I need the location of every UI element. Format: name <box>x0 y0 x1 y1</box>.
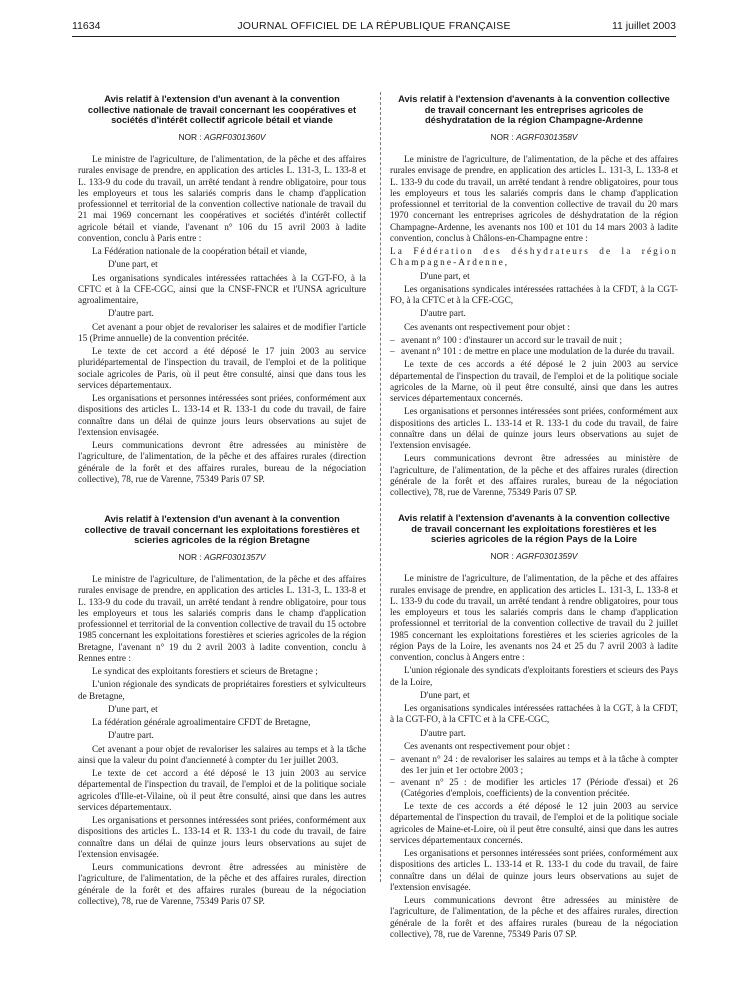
paragraph: L'union régionale des syndicats de propriétaires forestiers et sylviculteurs de Bretagne, <box>78 680 366 702</box>
paragraph: La Fédération nationale de la coopération bétail et viande, <box>92 247 307 258</box>
list-item: – avenant n° 25 : de modifier les articles 17 (Période d'essai) et 26 (Catégories d'emplois, coefficients) de la convention précitée. <box>390 778 678 801</box>
paragraph: Cet avenant a pour objet de revaloriser les salaires au temps et à la tâche ainsi que la valeur du point d'ancienneté à compter du 1er juillet 2003. <box>78 744 366 766</box>
page-number: 11634 <box>72 20 101 32</box>
notice-title: Avis relatif à l'extension d'un avenant à la convention collective nationale de travail concernant les coopératives et sociétés d'intérêt collectif agricole bétail et viande <box>87 94 357 126</box>
paragraph: D'autre part. <box>420 728 466 739</box>
notice-betail-viande <box>78 94 366 486</box>
list-item: – avenant n° 24 : de revaloriser les salaires au temps et à la tâche à compter des 1er juin et 1er octobre 2003 ; <box>390 755 678 778</box>
nor-code: AGRF0301360V <box>204 131 266 142</box>
paragraph: D'une part, et <box>108 704 158 715</box>
paragraph: D'autre part. <box>420 309 466 320</box>
paragraph: Le ministre de l'agriculture, de l'alimentation, de la pêche et des affaires rurales envisage de prendre, en application des articles L. 131-3, L. 133-8 et L. 133-9 du code du travail, un arrêté tendant à rendre obligatoires, pour tous les employeurs et tous les salariés compris dans le champ d'application professionnel et territorial de la convention collective de travail du 2 juillet 1985 concernant les exploitations forestières et les scieries agricoles de la région Pays de la Loire, les avenants nos 24 et 25 du 7 avril 2003 à ladite convention, conclus à Angers entre : <box>390 574 678 664</box>
notice-forestieres-pays-de-la-loire <box>390 513 678 941</box>
section-gap <box>78 488 366 514</box>
paragraph: Le ministre de l'agriculture, de l'alimentation, de la pêche et des affaires rurales envisage de prendre, en application des articles L. 131-3, L. 133-8 et L. 133-9 du code du travail, un arrêté tendant à rendre obligatoires, pour tous les employeurs et tous les salariés compris dans le champ d'application professionnel et territorial de la convention collective de travail du 20 mars 1970 concernant les entreprises agricoles de déshydratation de la région Champagne-Ardenne, les avenants nos 100 et 101 du 14 mars 2003 à ladite convention, conclus à Châlons-en-Champagne entre : <box>390 155 678 244</box>
page-header <box>72 20 676 36</box>
issue-date: 11 juillet 2003 <box>611 20 676 32</box>
paragraph: Leurs communications devront être adressées au ministère de l'agriculture, de l'alimentation, de la pêche et des affaires rurales (direction générale de la forêt et des affaires rurales, bureau de la négociation collective), 78, rue de Varenne, 75349 Paris 07 SP. <box>78 441 366 485</box>
nor-code: AGRF0301357V <box>204 551 266 562</box>
paragraph: Les organisations syndicales intéressées rattachées à la CFDT, à la CGT-FO, à la CFTC et à la CFE-CGC, <box>390 284 678 307</box>
paragraph: Les organisations et personnes intéressées sont priées, conformément aux dispositions des articles L. 133-14 et R. 133-1 du code du travail, de faire connaître dans un délai de quinze jours leurs observations au sujet de l'extension envisagée. <box>78 816 366 860</box>
notice-title: Avis relatif à l'extension d'avenants à la convention collective de travail concernant les entreprises agricoles de déshydratation de la région Champagne-Ardenne <box>398 94 670 126</box>
notice-title: Avis relatif à l'extension d'avenants à la convention collective de travail concernant les exploitations forestières et les scieries agricoles de la région Pays de la Loire <box>398 513 670 545</box>
paragraph: L'union régionale des syndicats d'exploitants forestiers et scieurs des Pays de la Loire, <box>390 666 678 688</box>
paragraph: Les organisations syndicales intéressées rattachées à la CGT-FO, à la CFTC et à la CFE-CGC, ainsi que la CNSF-FNCR et l'UNSA agriculture agroalimentaire, <box>78 273 366 307</box>
paragraph: D'une part, et <box>420 271 470 282</box>
header-rule <box>72 36 676 37</box>
section-gap <box>390 501 678 513</box>
list-item: – avenant n° 101 : de mettre en place une modulation de la durée du travail. <box>390 347 678 358</box>
paragraph: D'une part, et <box>108 260 158 271</box>
paragraph: D'autre part. <box>108 731 154 742</box>
paragraph: Ces avenants ont respectivement pour objet : <box>404 741 570 752</box>
notice-title: Avis relatif à l'extension d'un avenant à la convention collective de travail concernant les exploitations forestières et scieries agricoles de la région Bretagne <box>84 514 360 546</box>
paragraph: Les organisations et personnes intéressées sont priées, conformément aux dispositions des articles L. 133-14 et R. 133-1 du code du travail, de faire connaître dans un délai de quinze jours leurs observations au sujet de l'extension envisagée. <box>390 849 678 893</box>
notice-forestieres-bretagne <box>78 514 366 908</box>
paragraph: Leurs communications devront être adressées au ministère de l'agriculture, de l'alimentation, de la pêche et des affaires rurales, direction générale de la forêt et des affaires rurales (bureau de la négociation collective), 78, rue de Varenne, 75349 Paris 07 SP. <box>390 896 678 940</box>
paragraph: D'autre part. <box>108 309 154 320</box>
paragraph: Le texte de cet accord a été déposé le 17 juin 2003 au service pluridépartemental de l'inspection du travail, de l'emploi et de la politique sociale agricoles de Paris, où il peut être consulté, ainsi que dans tous les services départementaux. <box>78 347 366 391</box>
paragraph: La fédération générale agroalimentaire CFDT de Bretagne, <box>92 718 311 729</box>
journal-title: JOURNAL OFFICIEL DE LA RÉPUBLIQUE FRANÇAISE <box>237 20 511 32</box>
paragraph: Les organisations et personnes intéressées sont priées, conformément aux dispositions des articles L. 133-14 et R. 133-1 du code du travail, de faire connaître dans un délai de quinze jours leurs observations au sujet de l'extension envisagée. <box>78 394 366 438</box>
nor-label: NOR : <box>490 131 514 142</box>
amendment-list <box>390 336 678 359</box>
paragraph: Les organisations et personnes intéressées sont priées, conformément aux dispositions des articles L. 133-14 et R. 133-1 du code du travail, de faire connaître dans un délai de quinze jours leurs observations au sujet de l'extension envisagée. <box>390 407 678 452</box>
nor-reference <box>390 132 678 143</box>
paragraph: Le texte de ces accords a été déposé le 2 juin 2003 au service départemental de l'inspection du travail, de l'emploi et de la politique sociale agricoles de la Marne, où il peut être consulté, ainsi que dans les autres services départementaux concernés. <box>390 360 678 405</box>
left-column <box>78 94 366 910</box>
right-column <box>390 94 678 943</box>
column-divider <box>380 92 381 882</box>
paragraph: Le texte de cet accord a été déposé le 13 juin 2003 au service départemental de l'inspection du travail, de l'emploi et de la politique sociale agricoles d'Ille-et-Vilaine, où il peut être consulté, ainsi que dans les autres services départementaux. <box>78 769 366 813</box>
nor-code: AGRF0301358V <box>516 131 578 142</box>
paragraph: Cet avenant a pour objet de revaloriser les salaires et de modifier l'article 15 (Prime annuelle) de la convention précitée. <box>78 322 366 344</box>
nor-reference <box>390 551 678 562</box>
nor-label: NOR : <box>178 131 202 142</box>
notice-deshydratation-champagne <box>390 94 678 499</box>
paragraph: Le ministre de l'agriculture, de l'alimentation, de la pêche et des affaires rurales envisage de prendre, en application des articles L. 131-3, L. 133-8 et L. 133-9 du code du travail, un arrêté tendant à rendre obligatoire, pour tous les employeurs et tous les salariés compris dans le champ d'application professionnel et territorial de la convention collective nationale de travail du 21 mai 1969 concernant les coopératives et sociétés d'intérêt collectif agricole bétail et viande, l'avenant n° 106 du 15 avril 2003 à ladite convention, conclu à Paris entre : <box>78 155 366 244</box>
list-item: – avenant n° 100 : d'instaurer un accord sur le travail de nuit ; <box>390 336 678 347</box>
paragraph: Le syndicat des exploitants forestiers et scieurs de Bretagne ; <box>92 667 318 678</box>
amendment-list <box>390 755 678 800</box>
paragraph: Leurs communications devront être adressées au ministère de l'agriculture, de l'alimentation, de la pêche et des affaires rurales, direction générale de la forêt et des affaires rurales (bureau de la négociation collective), 78, rue de Varenne, 75349 Paris 07 SP. <box>78 863 366 907</box>
nor-reference <box>78 552 366 563</box>
nor-label: NOR : <box>178 551 202 562</box>
nor-code: AGRF0301359V <box>516 551 578 562</box>
paragraph: Leurs communications devront être adressées au ministère de l'agriculture, de l'alimentation, de la pêche et des affaires rurales (direction générale de la forêt et des affaires rurales, bureau de la négociation collective), 78, rue de Varenne, 75349 Paris 07 SP. <box>390 454 678 499</box>
paragraph: Les organisations syndicales intéressées rattachées à la CGT, à la CFDT, à la CGT-FO, à la CFTC et à la CFE-CGC, <box>390 704 678 726</box>
paragraph: D'une part, et <box>420 690 470 701</box>
paragraph: La Fédération des déshydrateurs de la région Champagne-Ardenne, <box>390 247 678 269</box>
paragraph: Le texte de ces accords a été déposé le 12 juin 2003 au service départemental de l'inspection du travail, de l'emploi et de la politique sociale agricoles de Maine-et-Loire, où il peut être consulté, ainsi que dans les autres services départementaux concernés. <box>390 802 678 846</box>
nor-reference <box>78 132 366 143</box>
nor-label: NOR : <box>490 551 514 562</box>
paragraph: Le ministre de l'agriculture, de l'alimentation, de la pêche et des affaires rurales envisage de prendre, en application des articles L. 131-3, L. 133-8 et L. 133-9 du code du travail, un arrêté tendant à rendre obligatoire, pour tous les employeurs et tous les salariés compris dans le champ d'application professionnel et territorial de la convention collective de travail du 15 octobre 1985 concernant les exploitations forestières et scieries agricoles de la région Bretagne, l'avenant n° 19 du 2 avril 2003 à ladite convention, conclu à Rennes entre : <box>78 575 366 664</box>
paragraph: Ces avenants ont respectivement pour objet : <box>404 322 570 333</box>
